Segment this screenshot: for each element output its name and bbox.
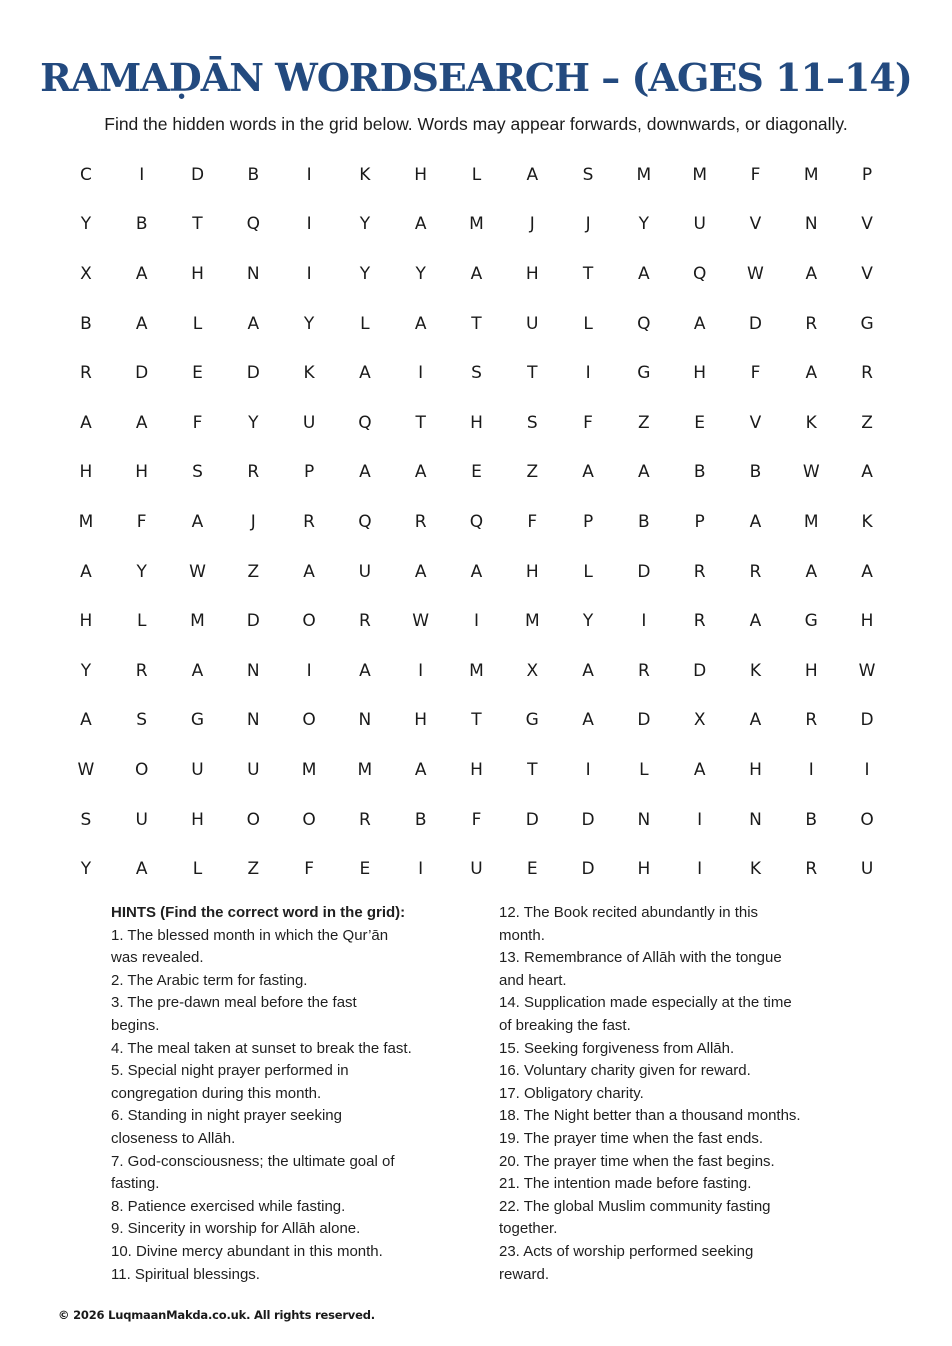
grid-cell[interactable]: F — [750, 164, 761, 185]
grid-cell[interactable]: D — [581, 859, 595, 880]
grid-cell[interactable]: A — [414, 561, 427, 582]
grid-cell[interactable]: H — [525, 561, 539, 582]
grid-cell[interactable]: L — [360, 313, 370, 334]
grid-cell[interactable]: J — [529, 214, 535, 235]
grid-cell[interactable]: A — [638, 462, 650, 483]
page-title: RAMAḌĀN WORDSEARCH – (AGES 11–14) — [40, 55, 912, 100]
grid-cell[interactable]: I — [306, 263, 312, 284]
hint-line: and heart. — [499, 971, 567, 989]
grid-cell[interactable]: Y — [136, 561, 147, 582]
grid-cell[interactable]: K — [749, 859, 762, 880]
grid-cell[interactable]: R — [749, 561, 762, 582]
hint-line: 19. The prayer time when the fast ends. — [499, 1129, 764, 1147]
grid-cell[interactable]: R — [693, 611, 706, 632]
grid-cell[interactable]: M — [78, 511, 94, 532]
grid-cell[interactable]: X — [80, 263, 92, 284]
hint-line: 13. Remembrance of Allāh with the tongue — [499, 949, 782, 967]
hints-list-left — [111, 925, 489, 1287]
hint-line: 9. Sincerity in worship for Allāh alone. — [111, 1220, 361, 1238]
grid-cell[interactable]: I — [306, 214, 312, 235]
hint-line: was revealed. — [111, 949, 204, 967]
grid-cell[interactable]: Y — [303, 313, 315, 334]
grid-cell[interactable]: A — [414, 462, 427, 483]
grid-cell[interactable]: A — [470, 263, 483, 284]
grid-cell[interactable]: G — [637, 363, 651, 384]
hint-line: 18. The Night better than a thousand months. — [499, 1107, 801, 1125]
hints-column-left — [111, 902, 489, 1286]
grid-cell[interactable]: A — [749, 511, 762, 532]
grid-cell[interactable]: N — [749, 809, 762, 830]
grid-cell[interactable]: J — [250, 511, 256, 532]
grid-cell[interactable]: B — [693, 462, 706, 483]
hint-line: 4. The meal taken at sunset to break the fast. — [111, 1039, 412, 1057]
grid-cell[interactable]: W — [802, 462, 820, 483]
grid-cell[interactable]: Q — [692, 263, 707, 284]
grid-cell[interactable]: R — [414, 511, 427, 532]
grid-cell[interactable]: A — [693, 759, 706, 780]
grid-cell[interactable]: M — [803, 511, 819, 532]
grid-cell[interactable]: Q — [358, 412, 372, 433]
grid-cell[interactable]: F — [304, 859, 314, 880]
grid-cell[interactable]: A — [191, 660, 204, 681]
grid-cell[interactable]: I — [473, 611, 479, 632]
grid-cell[interactable]: K — [303, 363, 315, 384]
grid-cell[interactable]: K — [359, 164, 371, 185]
grid-cell[interactable]: R — [135, 660, 148, 681]
grid-cell[interactable]: Q — [358, 511, 372, 532]
grid-cell[interactable]: E — [192, 363, 203, 384]
grid-cell[interactable]: D — [135, 363, 149, 384]
grid-cell[interactable]: C — [79, 164, 92, 185]
grid-cell[interactable]: O — [302, 710, 316, 731]
grid-cell[interactable]: D — [693, 660, 707, 681]
grid-cell[interactable]: L — [639, 759, 649, 780]
hint-line: 1. The blessed month in which the Qur’ān — [111, 926, 389, 944]
grid-cell[interactable]: A — [582, 660, 594, 681]
grid-cell[interactable]: R — [861, 363, 873, 384]
grid-cell[interactable]: H — [79, 462, 93, 483]
grid-cell[interactable]: M — [803, 164, 819, 185]
hint-line: reward. — [499, 1265, 550, 1283]
grid-cell[interactable]: Y — [248, 412, 259, 433]
grid-cell[interactable]: A — [135, 859, 148, 880]
grid-cell[interactable]: A — [749, 611, 762, 632]
grid-cell[interactable]: Z — [526, 462, 539, 483]
grid-cell[interactable]: A — [805, 263, 818, 284]
grid-cell[interactable]: M — [692, 164, 707, 185]
hint-line: 20. The prayer time when the fast begins. — [499, 1152, 775, 1170]
grid-cell[interactable]: A — [861, 561, 873, 582]
grid-cell[interactable]: E — [526, 859, 538, 880]
grid-cell[interactable]: Q — [246, 214, 260, 235]
grid-cell[interactable]: A — [805, 363, 818, 384]
grid-cell[interactable]: R — [693, 561, 706, 582]
grid-cell[interactable]: O — [860, 809, 874, 830]
grid-cell[interactable]: E — [359, 859, 371, 880]
grid-cell[interactable]: S — [526, 412, 538, 433]
grid-cell[interactable]: R — [637, 660, 650, 681]
grid-cell[interactable]: N — [246, 710, 260, 731]
grid-cell[interactable]: G — [190, 710, 205, 731]
grid-cell[interactable]: A — [582, 710, 594, 731]
grid-cell[interactable]: R — [358, 809, 371, 830]
grid-cell[interactable]: T — [192, 214, 203, 235]
grid-cell[interactable]: S — [471, 363, 482, 384]
grid-cell[interactable]: H — [525, 263, 539, 284]
grid-cell[interactable]: H — [79, 611, 93, 632]
hint-line: 11. Spiritual blessings. — [111, 1265, 260, 1283]
grid-cell[interactable]: H — [191, 263, 204, 284]
grid-cell[interactable]: A — [805, 561, 818, 582]
grid-cell[interactable]: B — [749, 462, 762, 483]
grid-cell[interactable]: H — [135, 462, 149, 483]
grid-cell[interactable]: W — [747, 263, 764, 284]
grid-cell[interactable]: R — [303, 511, 315, 532]
grid-cell[interactable]: A — [80, 710, 92, 731]
grid-cell[interactable]: L — [192, 313, 203, 334]
grid-cell[interactable]: Y — [80, 859, 92, 880]
grid-cell[interactable]: U — [526, 313, 539, 334]
hint-line: together. — [499, 1220, 558, 1238]
grid-cell[interactable]: Y — [359, 263, 371, 284]
grid-cell[interactable]: B — [80, 313, 92, 334]
grid-cell[interactable]: P — [303, 462, 315, 483]
hint-line: fasting. — [111, 1175, 160, 1193]
hint-line: 17. Obligatory charity. — [499, 1084, 644, 1102]
grid-cell[interactable]: Q — [469, 511, 484, 532]
grid-cell[interactable]: L — [583, 561, 593, 582]
grid-cell[interactable]: A — [80, 412, 92, 433]
grid-cell[interactable]: D — [748, 313, 762, 334]
grid-cell[interactable]: N — [804, 214, 818, 235]
grid-cell[interactable]: I — [864, 759, 870, 780]
grid-cell[interactable]: H — [804, 660, 818, 681]
grid-cell[interactable]: V — [861, 263, 873, 284]
grid-cell[interactable]: S — [582, 164, 594, 185]
grid-cell[interactable]: A — [414, 313, 427, 334]
grid-cell[interactable]: F — [471, 809, 482, 830]
grid-cell[interactable]: K — [861, 511, 873, 532]
grid-cell[interactable]: O — [135, 759, 149, 780]
grid-cell[interactable]: I — [418, 363, 424, 384]
grid-cell[interactable]: B — [638, 511, 650, 532]
grid-cell[interactable]: T — [527, 759, 538, 780]
grid-cell[interactable]: L — [471, 164, 482, 185]
hint-line: closeness to Allāh. — [111, 1129, 236, 1147]
grid-cell[interactable]: A — [526, 164, 539, 185]
grid-cell[interactable]: R — [805, 313, 818, 334]
hint-line: 16. Voluntary charity given for reward. — [499, 1062, 751, 1080]
grid-cell[interactable]: P — [582, 511, 594, 532]
grid-cell[interactable]: H — [191, 809, 204, 830]
grid-cell[interactable]: L — [136, 611, 147, 632]
grid-cell[interactable]: D — [246, 611, 260, 632]
grid-cell[interactable]: A — [861, 462, 873, 483]
hint-line: 23. Acts of worship performed seeking — [499, 1242, 754, 1260]
grid-cell[interactable]: H — [414, 710, 428, 731]
grid-cell[interactable]: B — [247, 164, 260, 185]
grid-cell[interactable]: U — [470, 859, 483, 880]
grid-cell[interactable]: A — [693, 313, 706, 334]
grid-cell[interactable]: V — [749, 412, 762, 433]
grid-cell[interactable]: T — [415, 412, 426, 433]
hints-heading: HINTS (Find the correct word in the grid): — [111, 904, 406, 921]
hint-line: 3. The pre-dawn meal before the fast — [111, 994, 357, 1012]
grid-cell[interactable]: F — [192, 412, 203, 433]
grid-cell[interactable]: W — [858, 660, 876, 681]
grid-cell[interactable]: M — [524, 611, 540, 632]
hint-line: 12. The Book recited abundantly in this — [499, 904, 759, 921]
grid-cell[interactable]: H — [470, 412, 483, 433]
grid-cell[interactable]: H — [693, 363, 707, 384]
grid-cell[interactable]: J — [585, 214, 591, 235]
grid-cell[interactable]: Y — [80, 214, 92, 235]
hint-line: 10. Divine mercy abundant in this month. — [111, 1242, 383, 1260]
grid-cell[interactable]: T — [582, 263, 594, 284]
grid-cell[interactable]: Q — [637, 313, 651, 334]
copyright-footer: © 2026 LuqmaanMakda.co.uk. All rights reserved. — [58, 1308, 375, 1322]
hint-line: 21. The intention made before fasting. — [499, 1175, 752, 1193]
grid-cell[interactable]: I — [641, 611, 647, 632]
grid-cell[interactable]: H — [749, 759, 762, 780]
grid-cell[interactable]: H — [414, 164, 428, 185]
grid-cell[interactable]: U — [191, 759, 204, 780]
grid-cell[interactable]: I — [697, 809, 703, 830]
grid-cell[interactable]: Z — [247, 859, 260, 880]
grid-cell[interactable]: K — [805, 412, 817, 433]
grid-cell[interactable]: D — [190, 164, 205, 185]
grid-cell[interactable]: I — [697, 859, 703, 880]
grid-cell[interactable]: W — [77, 759, 95, 780]
grid-cell[interactable]: G — [860, 313, 874, 334]
grid-cell[interactable]: E — [471, 462, 482, 483]
grid-cell[interactable]: Z — [638, 412, 650, 433]
grid-cell[interactable]: A — [135, 412, 148, 433]
grid-cell[interactable]: V — [749, 214, 762, 235]
grid-cell[interactable]: F — [527, 511, 538, 532]
grid-cell[interactable]: O — [302, 611, 316, 632]
grid-cell[interactable]: B — [135, 214, 148, 235]
grid-cell[interactable]: A — [135, 263, 148, 284]
grid-cell[interactable]: M — [301, 759, 317, 780]
grid-cell[interactable]: H — [860, 611, 874, 632]
grid-cell[interactable]: V — [861, 214, 873, 235]
hint-line: 5. Special night prayer performed in — [111, 1062, 349, 1080]
grid-cell[interactable]: U — [693, 214, 706, 235]
grid-cell[interactable]: G — [525, 710, 539, 731]
grid-cell[interactable]: U — [860, 859, 874, 880]
grid-cell[interactable]: D — [581, 809, 595, 830]
grid-cell[interactable]: O — [302, 809, 316, 830]
grid-cell[interactable]: R — [247, 462, 260, 483]
grid-cell[interactable]: A — [80, 561, 92, 582]
hint-line: of breaking the fast. — [499, 1016, 631, 1034]
grid-cell[interactable]: I — [418, 859, 424, 880]
grid-cell[interactable]: N — [246, 660, 260, 681]
grid-cell[interactable]: I — [808, 759, 814, 780]
grid-cell[interactable]: U — [135, 809, 148, 830]
grid-cell[interactable]: S — [136, 710, 148, 731]
hint-line: 22. The global Muslim community fasting — [499, 1197, 771, 1215]
wordsearch-grid — [58, 150, 895, 894]
grid-cell[interactable]: S — [192, 462, 203, 483]
grid-cell[interactable]: M — [636, 164, 652, 185]
grid-cell[interactable]: F — [136, 511, 147, 532]
hint-line: 14. Supplication made especially at the time — [499, 994, 792, 1012]
grid-cell[interactable]: I — [139, 164, 145, 185]
hint-line: begins. — [111, 1016, 160, 1034]
grid-cell[interactable]: T — [471, 710, 482, 731]
grid-cell[interactable]: O — [246, 809, 260, 830]
instructions: Find the hidden words in the grid below. Words may appear forwards, downwards, or diagonally. — [104, 114, 848, 134]
grid-cell[interactable]: U — [302, 412, 316, 433]
grid-cell[interactable]: B — [805, 809, 818, 830]
grid-cell[interactable]: E — [694, 412, 706, 433]
grid-cell[interactable]: X — [526, 660, 539, 681]
grid-cell[interactable]: X — [693, 710, 706, 731]
grid-cell[interactable]: R — [358, 611, 371, 632]
grid-cell[interactable]: N — [246, 263, 260, 284]
grid-cell[interactable]: R — [79, 363, 92, 384]
grid-cell[interactable]: Y — [80, 660, 92, 681]
grid-cell[interactable]: A — [582, 462, 594, 483]
grid-cell[interactable]: U — [358, 561, 372, 582]
hint-line: 8. Patience exercised while fasting. — [111, 1197, 346, 1215]
grid-cell[interactable]: A — [414, 214, 427, 235]
grid-cell[interactable]: W — [189, 561, 206, 582]
hint-line: 2. The Arabic term for fasting. — [111, 971, 308, 989]
grid-cell[interactable]: A — [247, 313, 260, 334]
grid-cell[interactable]: M — [469, 214, 484, 235]
grid-cell[interactable]: A — [414, 759, 427, 780]
hint-line: 7. God-consciousness; the ultimate goal of — [111, 1152, 395, 1170]
grid-cell[interactable]: W — [412, 611, 430, 632]
hint-line: congregation during this month. — [111, 1084, 322, 1102]
grid-cell[interactable]: D — [246, 363, 260, 384]
grid-cell[interactable]: D — [860, 710, 874, 731]
grid-cell[interactable]: H — [637, 859, 651, 880]
grid-cell[interactable]: A — [749, 710, 762, 731]
grid-cell[interactable]: Y — [638, 214, 650, 235]
hint-line: 15. Seeking forgiveness from Allāh. — [499, 1039, 735, 1057]
grid-cell[interactable]: L — [583, 313, 593, 334]
grid-cell[interactable]: A — [191, 511, 204, 532]
grid-cell[interactable]: N — [358, 710, 372, 731]
grid-cell[interactable]: A — [638, 263, 650, 284]
grid-cell[interactable]: D — [525, 809, 539, 830]
grid-cell[interactable]: A — [470, 561, 483, 582]
grid-cell[interactable]: D — [637, 710, 651, 731]
grid-cell[interactable]: A — [359, 660, 371, 681]
hint-line: month. — [499, 926, 545, 944]
grid-cell[interactable]: M — [190, 611, 205, 632]
grid-cell[interactable]: I — [306, 164, 312, 185]
grid-cell[interactable]: L — [192, 859, 203, 880]
grid-cell[interactable]: K — [749, 660, 762, 681]
grid-cell[interactable]: A — [303, 561, 315, 582]
grid-cell[interactable]: T — [527, 363, 538, 384]
grid-cell[interactable]: I — [306, 660, 312, 681]
grid-cell[interactable]: N — [637, 809, 651, 830]
grid-cell[interactable]: H — [470, 759, 483, 780]
grid-cell[interactable]: U — [247, 759, 260, 780]
grid-cell[interactable]: I — [585, 759, 591, 780]
grid-cell[interactable]: P — [861, 164, 873, 185]
grid-cell[interactable]: R — [805, 710, 818, 731]
grid-cell[interactable]: A — [359, 363, 371, 384]
grid-cell[interactable]: Z — [247, 561, 260, 582]
grid-cell[interactable]: R — [805, 859, 818, 880]
grid-cell[interactable]: F — [750, 363, 761, 384]
hints-column-right — [499, 902, 899, 1286]
grid-cell[interactable]: A — [135, 313, 148, 334]
grid-cell[interactable]: Y — [582, 611, 594, 632]
grid-cell[interactable]: Z — [861, 412, 873, 433]
grid-cell[interactable]: T — [471, 313, 482, 334]
grid-cell[interactable]: Y — [359, 214, 371, 235]
grid-cell[interactable]: M — [357, 759, 373, 780]
grid-cell[interactable]: P — [694, 511, 705, 532]
grid-cell[interactable]: M — [469, 660, 484, 681]
hint-line: 6. Standing in night prayer seeking — [111, 1107, 342, 1125]
grid-cell[interactable]: B — [414, 809, 427, 830]
grid-cell[interactable]: F — [583, 412, 593, 433]
grid-cell[interactable]: A — [359, 462, 371, 483]
grid-cell[interactable]: G — [804, 611, 818, 632]
grid-cell[interactable]: D — [637, 561, 651, 582]
grid-cell[interactable]: I — [585, 363, 591, 384]
hints-list-right — [499, 902, 899, 1286]
grid-cell[interactable]: Y — [415, 263, 426, 284]
grid-cell[interactable]: I — [418, 660, 424, 681]
grid-cell[interactable]: S — [80, 809, 92, 830]
